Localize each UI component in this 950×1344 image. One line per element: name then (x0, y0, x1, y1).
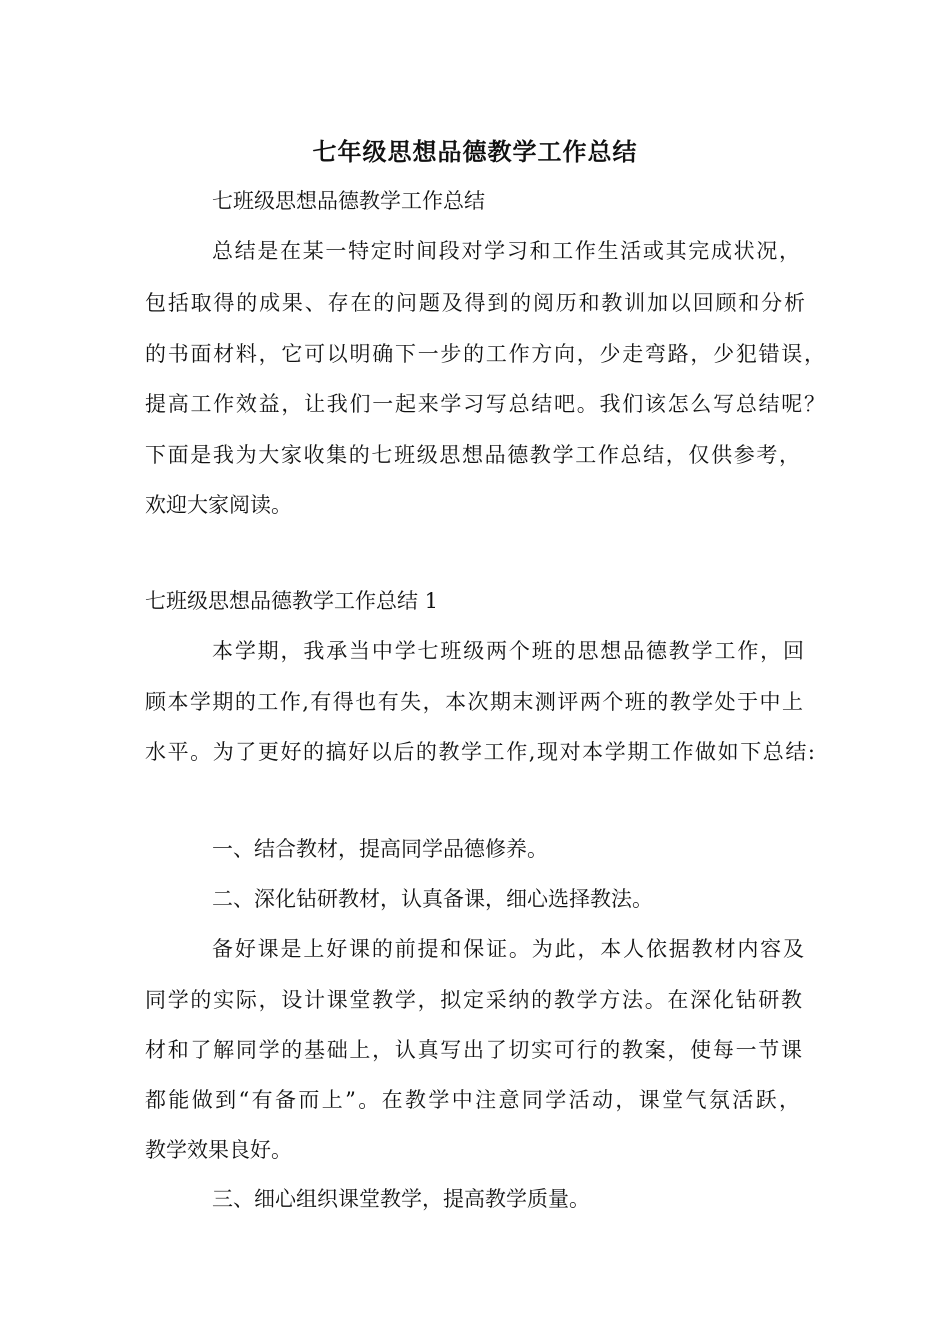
document-title: 七年级思想品德教学工作总结 (312, 137, 638, 166)
intro-line: 下面是我为大家收集的七班级思想品德教学工作总结，仅供参考， (145, 443, 800, 467)
section-line: 水平。为了更好的搞好以后的教学工作,现对本学期工作做如下总结: (145, 740, 815, 764)
intro-line: 总结是在某一特定时间段对学习和工作生活或其完成状况， (212, 239, 800, 263)
item-paragraph-line: 都能做到“有备而上”。在教学中注意同学活动，课堂气氛活跃， (145, 1088, 800, 1112)
list-item-heading: 二、深化钻研教材，认真备课，细心选择教法。 (212, 887, 653, 911)
intro-line: 欢迎大家阅读。 (145, 493, 292, 517)
document-subtitle: 七班级思想品德教学工作总结 (212, 189, 485, 213)
item-paragraph-line: 同学的实际，设计课堂教学，拟定采纳的教学方法。在深化钻研教 (145, 988, 802, 1012)
item-paragraph-line: 教学效果良好。 (145, 1138, 292, 1162)
intro-line: 的书面材料，它可以明确下一步的工作方向，少走弯路，少犯错误， (145, 342, 825, 366)
section-line: 顾本学期的工作,有得也有失，本次期末测评两个班的教学处于中上 (145, 690, 803, 714)
section-heading: 七班级思想品德教学工作总结 1 (145, 589, 439, 613)
intro-line: 提高工作效益，让我们一起来学习写总结吧。我们该怎么写总结呢？ (145, 392, 825, 416)
list-item-heading: 一、结合教材，提高同学品德修养。 (212, 837, 548, 861)
intro-line: 包括取得的成果、存在的问题及得到的阅历和教训加以回顾和分析 (145, 291, 805, 315)
list-item-heading: 三、细心组织课堂教学，提高教学质量。 (212, 1187, 590, 1211)
section-line: 本学期，我承当中学七班级两个班的思想品德教学工作，回 (212, 639, 804, 663)
item-paragraph-line: 材和了解同学的基础上，认真写出了切实可行的教案，使每一节课 (145, 1038, 802, 1062)
item-paragraph-line: 备好课是上好课的前提和保证。为此，本人依据教材内容及 (212, 937, 804, 961)
